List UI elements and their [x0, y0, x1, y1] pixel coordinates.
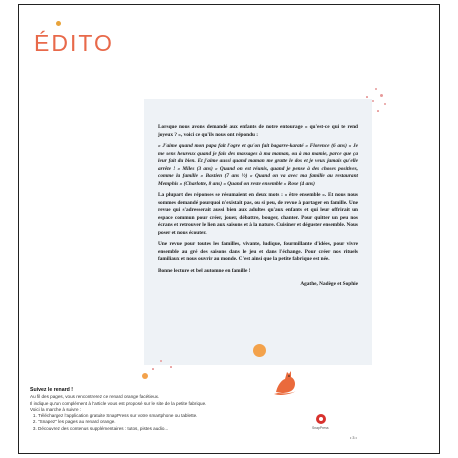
intro-paragraph: Lorsque nous avons demandé aux enfants de notre entourage « qu'est-ce qui te rend joyeux ? », voici ce qu'ils nous ont répondu : — [158, 124, 358, 138]
fox-instructions — [30, 387, 280, 432]
orange-ball-icon — [253, 344, 266, 357]
reflection-paragraph: La plupart des réponses se résumaient en deux mots : « être ensemble ». Et nous nous sommes demandé pourquoi n'existait pas, ou si peu, de revue à partager en famille. Une revue qui s'adresserait aussi bien aux adultes qu'aux enfants et qui leur offrirait un espace commun pour créer, jouer, débattre, bouger, chanter. Pour quitter un peu nos écrans et retrouver le lien aux saisons et à la nature. Cuisiner et déguster ensemble. Nous poser et nous écouter. — [158, 192, 358, 236]
snappress-logo-icon — [316, 414, 326, 424]
fox-instructions-line: Il indique qu'un complément à l'article vous est proposé sur le site de la petite fabrique. — [30, 400, 207, 406]
signature: Agathe, Nadège et Sophie — [300, 281, 358, 288]
closing-paragraph: Bonne lecture et bel automne en famille ! — [158, 267, 251, 274]
title-dot-decoration — [56, 21, 61, 26]
snappress-label: SnapPress — [312, 426, 329, 430]
fox-instructions-line: Au fil des pages, vous rencontrerez ce renard orange facétieux. — [30, 394, 160, 400]
fox-steps-list — [30, 413, 280, 432]
children-quotes-paragraph: « J'aime quand mon papa fait l'ogre et qu'on fait bagarre-karaté » Florence (6 ans) « Je me sens heureux quand je fais des massages à ma maman, ou à ma mamie, parce que ça leur fait du bien. Et j'aime aussi quand maman me gratte le dos et je veux jamais qu'elle arrête ! » Miles (3 ans) « Quand on est réunis, quand je pense à des choses positives, comme la famille » Bastien (7 ans ½) « Quand on va avec ma famille au restaurant Memphis » (Charlotte, 8 ans) « Quand on reste ensemble » Rose (4 ans) — [158, 143, 358, 187]
corner-dot-decoration — [142, 373, 148, 379]
page-title: ÉDITO — [34, 30, 114, 56]
mission-paragraph: Une revue pour toutes les familles, vivante, ludique, fourmillante d'idées, pour vivre ensemble au gré des saisons dans le jeu et dans l'échange. Pour créer nos rituels familiaux et nous ouvrir au monde. C'est ainsi que la petite fabrique est née. — [158, 241, 358, 263]
fox-instructions-title: Suivez le renard ! — [30, 387, 73, 393]
editorial-text — [158, 124, 358, 293]
fox-step: 3. Découvrez des contenus supplémentaires : tutos, pistes audio... — [38, 426, 280, 432]
fox-step: 2. "Snapez" les pages au renard orange. — [38, 419, 280, 425]
fox-instructions-line: Voici la marche à suivre : — [30, 406, 82, 412]
page-number: • 3 • — [350, 436, 357, 440]
fox-step: 1. Téléchargez l'application gratuite SnapPress sur votre smartphone ou tablette. — [38, 413, 280, 419]
